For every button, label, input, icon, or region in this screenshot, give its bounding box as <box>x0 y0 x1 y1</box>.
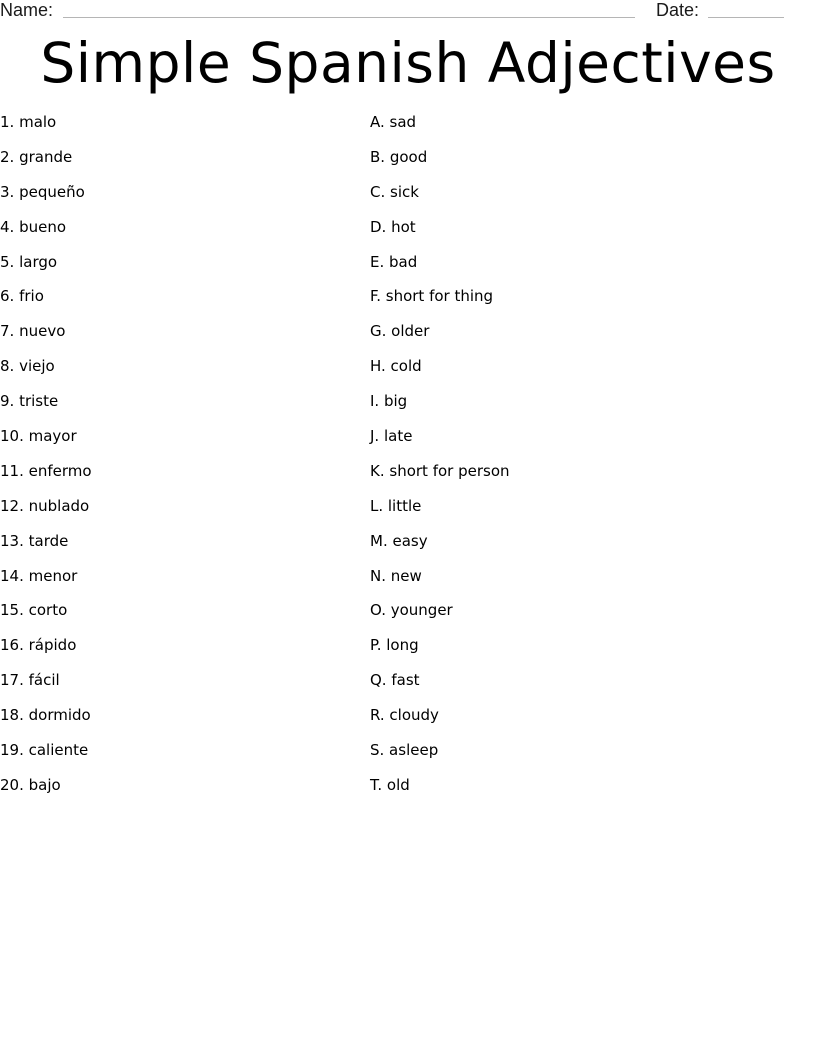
name-label: Name: <box>0 0 54 20</box>
word-item: 10. mayor <box>0 427 77 446</box>
definition-item: N. new <box>370 566 422 585</box>
definition-item: O. younger <box>370 601 453 620</box>
word-item: 1. malo <box>0 113 57 131</box>
word-item: 14. menor <box>0 566 78 585</box>
word-item: 13. tarde <box>0 531 69 550</box>
word-item: 17. fácil <box>0 671 60 690</box>
word-item: 6. frio <box>0 287 44 306</box>
word-item: 11. enfermo <box>0 461 92 480</box>
word-item: 8. viejo <box>0 357 55 376</box>
english-definitions-list <box>370 111 510 809</box>
definition-item: S. asleep <box>370 741 439 760</box>
word-item: 3. pequeño <box>0 182 85 201</box>
definition-item: P. long <box>370 636 419 655</box>
word-item: 7. nuevo <box>0 322 66 341</box>
spanish-words-list <box>0 111 92 809</box>
definition-item: L. little <box>370 496 422 515</box>
definition-item: Q. fast <box>370 671 420 690</box>
word-item: 12. nublado <box>0 496 90 515</box>
word-item: 5. largo <box>0 252 58 271</box>
word-item: 4. bueno <box>0 217 67 236</box>
definition-item: E. bad <box>370 252 418 271</box>
definition-item: B. good <box>370 147 428 166</box>
date-blank-line <box>708 17 784 18</box>
definition-item: J. late <box>370 427 413 446</box>
word-item: 15. corto <box>0 601 68 620</box>
page-title: Simple Spanish Adjectives <box>40 31 776 95</box>
word-item: 2. grande <box>0 147 73 166</box>
word-item: 19. caliente <box>0 741 89 760</box>
definition-item: D. hot <box>370 217 416 236</box>
definition-item: H. cold <box>370 357 422 376</box>
word-item: 9. triste <box>0 392 59 411</box>
word-item: 20. bajo <box>0 775 61 794</box>
definition-item: A. sad <box>370 113 417 131</box>
name-blank-line <box>63 17 635 18</box>
definition-item: F. short for thing <box>370 287 494 306</box>
word-item: 18. dormido <box>0 706 91 725</box>
definition-item: K. short for person <box>370 461 510 480</box>
date-label: Date: <box>656 0 700 20</box>
definition-item: C. sick <box>370 182 419 201</box>
worksheet-header <box>0 0 816 24</box>
word-item: 16. rápido <box>0 636 77 655</box>
definition-item: R. cloudy <box>370 706 439 725</box>
definition-item: G. older <box>370 322 430 341</box>
definition-item: I. big <box>370 392 408 411</box>
definition-item: M. easy <box>370 531 428 550</box>
definition-item: T. old <box>370 775 410 794</box>
